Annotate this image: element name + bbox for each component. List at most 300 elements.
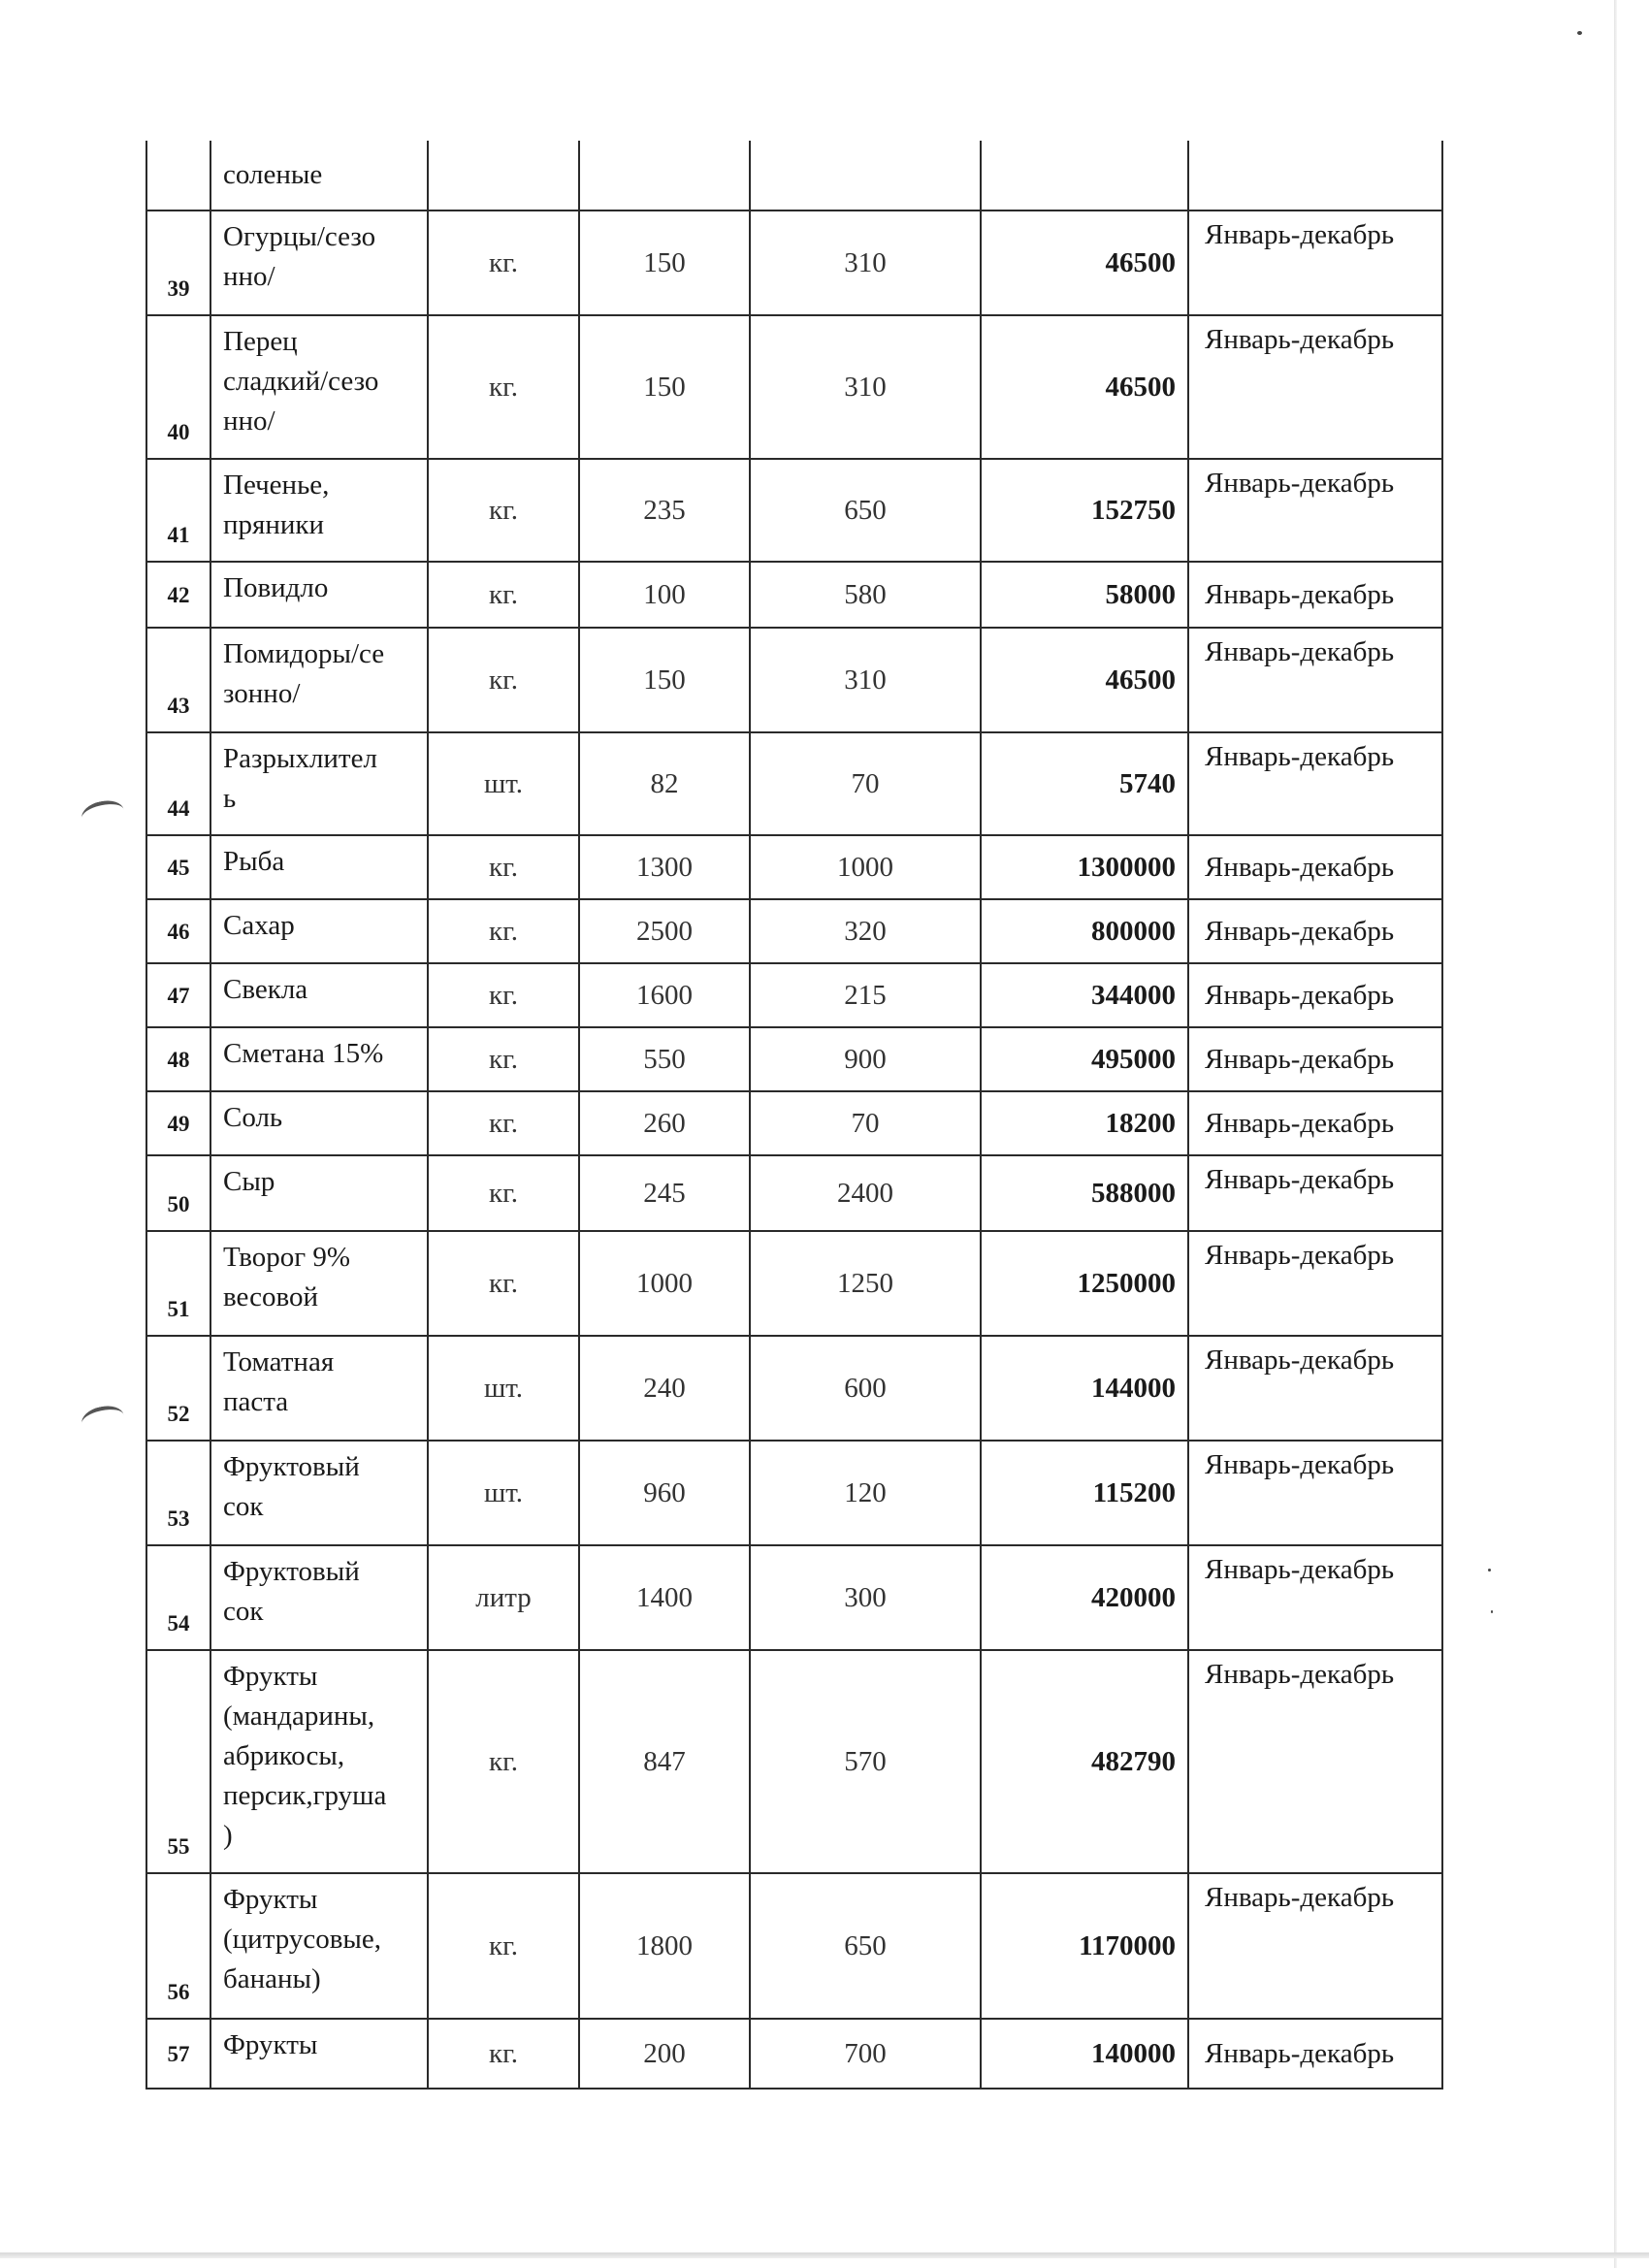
cell-price-text: 1250 [837, 1267, 893, 1299]
cell-qty-text: 100 [643, 578, 686, 610]
cell-price [750, 628, 981, 732]
cell-qty [579, 1441, 750, 1545]
cell-total-text: 5740 [1119, 767, 1176, 799]
cell-num-text: 49 [167, 1111, 190, 1136]
cell-qty [579, 963, 750, 1027]
cell-total-text: 46500 [1105, 246, 1176, 278]
cell-qty [579, 1336, 750, 1441]
cell-period-text: Январь-декабрь [1205, 2037, 1395, 2069]
cell-qty-text: 550 [643, 1043, 686, 1075]
table-row [146, 835, 1442, 899]
cell-period-text: Январь-декабрь [1205, 1449, 1395, 1480]
cell-period-text: Январь-декабрь [1205, 1043, 1395, 1075]
cell-qty-text: 240 [643, 1372, 686, 1404]
cell-name-text: Сметана 15% [223, 1038, 384, 1069]
cell-unit-text: кг. [489, 1107, 518, 1139]
table-row [146, 732, 1442, 835]
table-row [146, 1336, 1442, 1441]
cell-total-text: 588000 [1091, 1177, 1176, 1209]
cell-total [981, 1336, 1188, 1441]
cell-total [981, 899, 1188, 963]
cell-qty-text: 960 [643, 1476, 686, 1508]
cell-unit [428, 1545, 579, 1650]
cell-qty [579, 899, 750, 963]
table-row [146, 459, 1442, 562]
cell-unit [428, 1155, 579, 1231]
table-row [146, 1441, 1442, 1545]
cell-unit [428, 963, 579, 1027]
cell-period-text: Январь-декабрь [1205, 468, 1395, 499]
cell-num-text: 39 [167, 276, 190, 301]
cell-price-text: 2400 [837, 1177, 893, 1209]
cell-price [750, 899, 981, 963]
cell-name-text: Огурцы/сезо нно/ [223, 221, 376, 292]
cell-price-text: 310 [844, 664, 887, 696]
cell-price-text: 600 [844, 1372, 887, 1404]
cell-qty-text: 1400 [636, 1581, 693, 1613]
table-row [146, 1873, 1442, 2019]
cell-num [146, 732, 210, 835]
cell-total-text: 800000 [1091, 915, 1176, 947]
cell-num [146, 1231, 210, 1336]
cell-total [981, 1231, 1188, 1336]
cell-qty [579, 1650, 750, 1873]
cell-period-text: Январь-декабрь [1205, 1659, 1395, 1690]
cell-qty [579, 1155, 750, 1231]
cell-num-text: 44 [167, 796, 190, 821]
cell-name [210, 1873, 428, 2019]
cell-qty [579, 835, 750, 899]
cell-name [210, 732, 428, 835]
cell-period [1188, 1545, 1442, 1650]
table-row [146, 562, 1442, 628]
cell-name-text: Сыр [223, 1166, 275, 1197]
cell-qty-text: 847 [643, 1745, 686, 1777]
cell-price-text: 320 [844, 915, 887, 947]
cell-period [1188, 1873, 1442, 2019]
cell-num-text: 56 [167, 1980, 190, 2004]
cell-total-text: 420000 [1091, 1581, 1176, 1613]
cell-num [146, 963, 210, 1027]
punch-hole-mark [80, 1403, 126, 1437]
cell-price-text: 120 [844, 1476, 887, 1508]
cell-unit [428, 1027, 579, 1091]
cell-price [750, 1650, 981, 1873]
cell-unit [428, 1650, 579, 1873]
table-row [146, 2019, 1442, 2089]
cell-period [1188, 1027, 1442, 1091]
scan-speck [1488, 1569, 1491, 1571]
cell-name-text: Соль [223, 1102, 283, 1133]
cell-qty-text: 200 [643, 2037, 686, 2069]
cell-unit-text: кг. [489, 915, 518, 947]
cell-unit-text: кг. [489, 1043, 518, 1075]
cell-total-text: 46500 [1105, 371, 1176, 403]
cell-num-text: 54 [167, 1611, 190, 1636]
cell-period [1188, 628, 1442, 732]
cell-qty-text: 260 [643, 1107, 686, 1139]
cell-unit [428, 459, 579, 562]
cell-total [981, 562, 1188, 628]
cell-unit [428, 1441, 579, 1545]
cell-num [146, 1873, 210, 2019]
cell-period [1188, 1650, 1442, 1873]
cell-unit [428, 1336, 579, 1441]
cell-qty [579, 1231, 750, 1336]
cell-name [210, 963, 428, 1027]
cell-period [1188, 459, 1442, 562]
cell-total [981, 963, 1188, 1027]
cell-total-text: 1170000 [1079, 1929, 1176, 1961]
cell-unit-text: кг. [489, 246, 518, 278]
page-edge-right [1614, 0, 1617, 2268]
cell-period [1188, 1091, 1442, 1155]
cell-price [750, 1091, 981, 1155]
cell-price [750, 1231, 981, 1336]
table-row [146, 1545, 1442, 1650]
cell-qty-text: 1300 [636, 851, 693, 883]
cell-num [146, 1650, 210, 1873]
cell-qty [579, 459, 750, 562]
cell-price-text: 650 [844, 1929, 887, 1961]
table-row [146, 899, 1442, 963]
cell-price-text: 70 [851, 767, 880, 799]
cell-total [981, 1873, 1188, 2019]
scan-speck [1491, 1610, 1493, 1613]
cell-total [981, 1091, 1188, 1155]
page-edge-bottom [0, 2252, 1649, 2258]
cell-qty [579, 562, 750, 628]
cell-price [750, 1545, 981, 1650]
cell-total [981, 1441, 1188, 1545]
cell-name [210, 899, 428, 963]
cell-price-text: 700 [844, 2037, 887, 2069]
supply-table-body [146, 141, 1442, 2089]
cell-unit [428, 562, 579, 628]
cell-price [750, 459, 981, 562]
cell-num [146, 1545, 210, 1650]
cell-name [210, 1545, 428, 1650]
cell-total [981, 1545, 1188, 1650]
table-row [146, 628, 1442, 732]
cell-price-text: 570 [844, 1745, 887, 1777]
table-row [146, 1231, 1442, 1336]
cell-name-text: Повидло [223, 572, 329, 603]
cell-total [981, 459, 1188, 562]
cell-num-text: 40 [167, 420, 190, 444]
cell-unit [428, 628, 579, 732]
cell-unit [428, 315, 579, 459]
cell-period-text: Январь-декабрь [1205, 1107, 1395, 1139]
cell-unit-text: кг. [489, 851, 518, 883]
cell-name [210, 1231, 428, 1336]
cell-price [750, 2019, 981, 2089]
cell-period [1188, 211, 1442, 315]
cell-period-text: Январь-декабрь [1205, 578, 1395, 610]
cell-name-text: Фрукты (цитрусовые, бананы) [223, 1884, 382, 1994]
cell-price-text: 900 [844, 1043, 887, 1075]
table-row [146, 1091, 1442, 1155]
cell-total-text: 18200 [1105, 1107, 1176, 1139]
cell-name-text: Помидоры/се зонно/ [223, 638, 385, 709]
table-row [146, 963, 1442, 1027]
cell-name [210, 1155, 428, 1231]
cell-price [750, 1155, 981, 1231]
cell-num-text: 43 [167, 694, 190, 718]
cell-num [146, 835, 210, 899]
cell-name-text: Творог 9% весовой [223, 1242, 351, 1312]
cell-num [146, 315, 210, 459]
table-row [146, 315, 1442, 459]
cell-name-text: Томатная паста [223, 1346, 335, 1417]
cell-period-text: Январь-декабрь [1205, 1345, 1395, 1376]
cell-unit-text: кг. [489, 1267, 518, 1299]
cell-name [210, 628, 428, 732]
cell-period-text: Январь-декабрь [1205, 636, 1395, 667]
cell-name-text: Фрукты [223, 2029, 318, 2060]
cell-num [146, 1336, 210, 1441]
cell-qty-text: 235 [643, 494, 686, 526]
cell-unit [428, 1091, 579, 1155]
cell-total [981, 732, 1188, 835]
table-row-continuation [146, 141, 1442, 211]
cell-period [1188, 1336, 1442, 1441]
cell-total-text: 1300000 [1077, 851, 1176, 883]
table-row [146, 1650, 1442, 1873]
cell-num-text: 55 [167, 1834, 190, 1859]
cell-unit [428, 211, 579, 315]
scan-speck [1577, 31, 1582, 35]
cell-name [210, 1650, 428, 1873]
cell-num-text: 51 [167, 1297, 190, 1321]
cell-num-text: 47 [167, 983, 190, 1008]
cell-price [750, 141, 981, 211]
cell-total [981, 1650, 1188, 1873]
cell-price-text: 310 [844, 371, 887, 403]
cell-name [210, 1091, 428, 1155]
cell-unit [428, 1873, 579, 2019]
cell-qty-text: 1600 [636, 979, 693, 1011]
cell-period-text: Январь-декабрь [1205, 324, 1395, 355]
cell-qty-text: 1000 [636, 1267, 693, 1299]
cell-unit-text: шт. [483, 1372, 524, 1404]
cell-period [1188, 562, 1442, 628]
cell-total-text: 482790 [1091, 1745, 1176, 1777]
cell-total-text: 152750 [1091, 494, 1176, 526]
cell-total [981, 315, 1188, 459]
cell-qty-text: 2500 [636, 915, 693, 947]
cell-name [210, 1336, 428, 1441]
cell-num-text: 45 [167, 855, 190, 880]
cell-num-text: 41 [167, 523, 190, 547]
cell-num [146, 562, 210, 628]
cell-num-text: 42 [167, 582, 190, 607]
cell-period [1188, 1231, 1442, 1336]
cell-name [210, 211, 428, 315]
cell-price-text: 300 [844, 1581, 887, 1613]
cell-period [1188, 1441, 1442, 1545]
cell-price-text: 310 [844, 246, 887, 278]
cell-name [210, 315, 428, 459]
cell-period-text: Январь-декабрь [1205, 851, 1395, 883]
cell-period-text: Январь-декабрь [1205, 915, 1395, 947]
cell-num [146, 211, 210, 315]
cell-total [981, 628, 1188, 732]
cell-qty-text: 150 [643, 664, 686, 696]
cell-period [1188, 732, 1442, 835]
cell-total [981, 1027, 1188, 1091]
cell-period-text: Январь-декабрь [1205, 1554, 1395, 1585]
supply-table [146, 141, 1443, 2090]
cell-unit-text: кг. [489, 664, 518, 696]
cell-num [146, 1091, 210, 1155]
cell-unit [428, 141, 579, 211]
cell-unit-text: шт. [483, 767, 524, 799]
cell-unit-text: литр [475, 1581, 532, 1613]
table-row [146, 1155, 1442, 1231]
cell-price [750, 732, 981, 835]
cell-num-text: 53 [167, 1507, 190, 1531]
cell-period-text: Январь-декабрь [1205, 219, 1395, 250]
cell-unit [428, 899, 579, 963]
cell-name [210, 1441, 428, 1545]
cell-price [750, 562, 981, 628]
table-row [146, 211, 1442, 315]
cell-price [750, 963, 981, 1027]
cell-period-text: Январь-декабрь [1205, 1882, 1395, 1913]
cell-num-text: 52 [167, 1402, 190, 1426]
cell-price [750, 1027, 981, 1091]
cell-qty [579, 1873, 750, 2019]
cell-price-text: 215 [844, 979, 887, 1011]
cell-num-text: 50 [167, 1192, 190, 1216]
cell-total [981, 835, 1188, 899]
cell-unit [428, 1231, 579, 1336]
cell-unit-text: кг. [489, 1745, 518, 1777]
cell-price [750, 835, 981, 899]
cell-name-text: Разрыхлител ь [223, 743, 377, 814]
cell-num [146, 1027, 210, 1091]
cell-qty [579, 628, 750, 732]
cell-unit-text: кг. [489, 1929, 518, 1961]
cell-total-text: 46500 [1105, 664, 1176, 696]
cell-total-text: 58000 [1105, 578, 1176, 610]
cell-name [210, 835, 428, 899]
cell-price-text: 580 [844, 578, 887, 610]
cell-unit-text: кг. [489, 494, 518, 526]
cell-price-text: 70 [851, 1107, 880, 1139]
cell-price [750, 1873, 981, 2019]
cell-qty [579, 1545, 750, 1650]
cell-total [981, 1155, 1188, 1231]
cell-name: соленые [210, 141, 428, 211]
cell-qty-text: 150 [643, 371, 686, 403]
cell-unit-text: кг. [489, 578, 518, 610]
cell-qty [579, 141, 750, 211]
cell-unit [428, 2019, 579, 2089]
cell-total-text: 144000 [1091, 1372, 1176, 1404]
cell-price [750, 1336, 981, 1441]
cell-name [210, 2019, 428, 2089]
cell-period [1188, 141, 1442, 211]
cell-period [1188, 315, 1442, 459]
cell-total-text: 115200 [1092, 1476, 1176, 1508]
cell-qty [579, 732, 750, 835]
cell-price [750, 211, 981, 315]
cell-qty-text: 245 [643, 1177, 686, 1209]
cell-num [146, 1441, 210, 1545]
cell-period-text: Январь-декабрь [1205, 1240, 1395, 1271]
cell-num-text: 57 [167, 2041, 190, 2066]
cell-unit-text: кг. [489, 979, 518, 1011]
cell-num-text: 46 [167, 919, 190, 944]
cell-name [210, 459, 428, 562]
cell-name-text: Фрукты (мандарины, абрикосы, персик,груша ) [223, 1661, 387, 1851]
cell-num [146, 899, 210, 963]
cell-num [146, 628, 210, 732]
cell-price [750, 1441, 981, 1545]
cell-name [210, 1027, 428, 1091]
cell-qty [579, 315, 750, 459]
cell-num [146, 1155, 210, 1231]
cell-qty [579, 211, 750, 315]
cell-period-text: Январь-декабрь [1205, 979, 1395, 1011]
cell-period [1188, 2019, 1442, 2089]
cell-name-text: Фруктовый сок [223, 1556, 360, 1627]
cell-price [750, 315, 981, 459]
cell-name-text: Перец сладкий/сезо нно/ [223, 326, 379, 437]
cell-total-text: 344000 [1091, 979, 1176, 1011]
punch-hole-mark [80, 797, 126, 831]
cell-price-text: 650 [844, 494, 887, 526]
cell-unit-text: шт. [483, 1476, 524, 1508]
cell-name-text: Рыба [223, 846, 285, 877]
cell-qty [579, 1027, 750, 1091]
cell-name-text: Фруктовый сок [223, 1451, 360, 1522]
cell-unit-text: кг. [489, 2037, 518, 2069]
cell-name-text: Печенье, пряники [223, 470, 330, 540]
cell-total [981, 211, 1188, 315]
cell-name [210, 562, 428, 628]
cell-qty-text: 150 [643, 246, 686, 278]
cell-num [146, 459, 210, 562]
cell-num [146, 2019, 210, 2089]
cell-qty-text: 1800 [636, 1929, 693, 1961]
cell-qty-text: 82 [650, 767, 679, 799]
table-row [146, 1027, 1442, 1091]
cell-unit [428, 732, 579, 835]
cell-num [146, 141, 210, 211]
cell-price-text: 1000 [837, 851, 893, 883]
cell-qty [579, 2019, 750, 2089]
cell-unit [428, 835, 579, 899]
cell-name-text: Свекла [223, 974, 308, 1005]
cell-name-text: Сахар [223, 910, 295, 941]
cell-unit-text: кг. [489, 1177, 518, 1209]
cell-period-text: Январь-декабрь [1205, 1164, 1395, 1195]
cell-total-text: 1250000 [1077, 1267, 1176, 1299]
cell-total-text: 495000 [1091, 1043, 1176, 1075]
cell-period [1188, 1155, 1442, 1231]
cell-total [981, 2019, 1188, 2089]
cell-period [1188, 899, 1442, 963]
cell-total [981, 141, 1188, 211]
cell-period [1188, 835, 1442, 899]
cell-period-text: Январь-декабрь [1205, 741, 1395, 772]
cell-period [1188, 963, 1442, 1027]
cell-qty [579, 1091, 750, 1155]
cell-unit-text: кг. [489, 371, 518, 403]
